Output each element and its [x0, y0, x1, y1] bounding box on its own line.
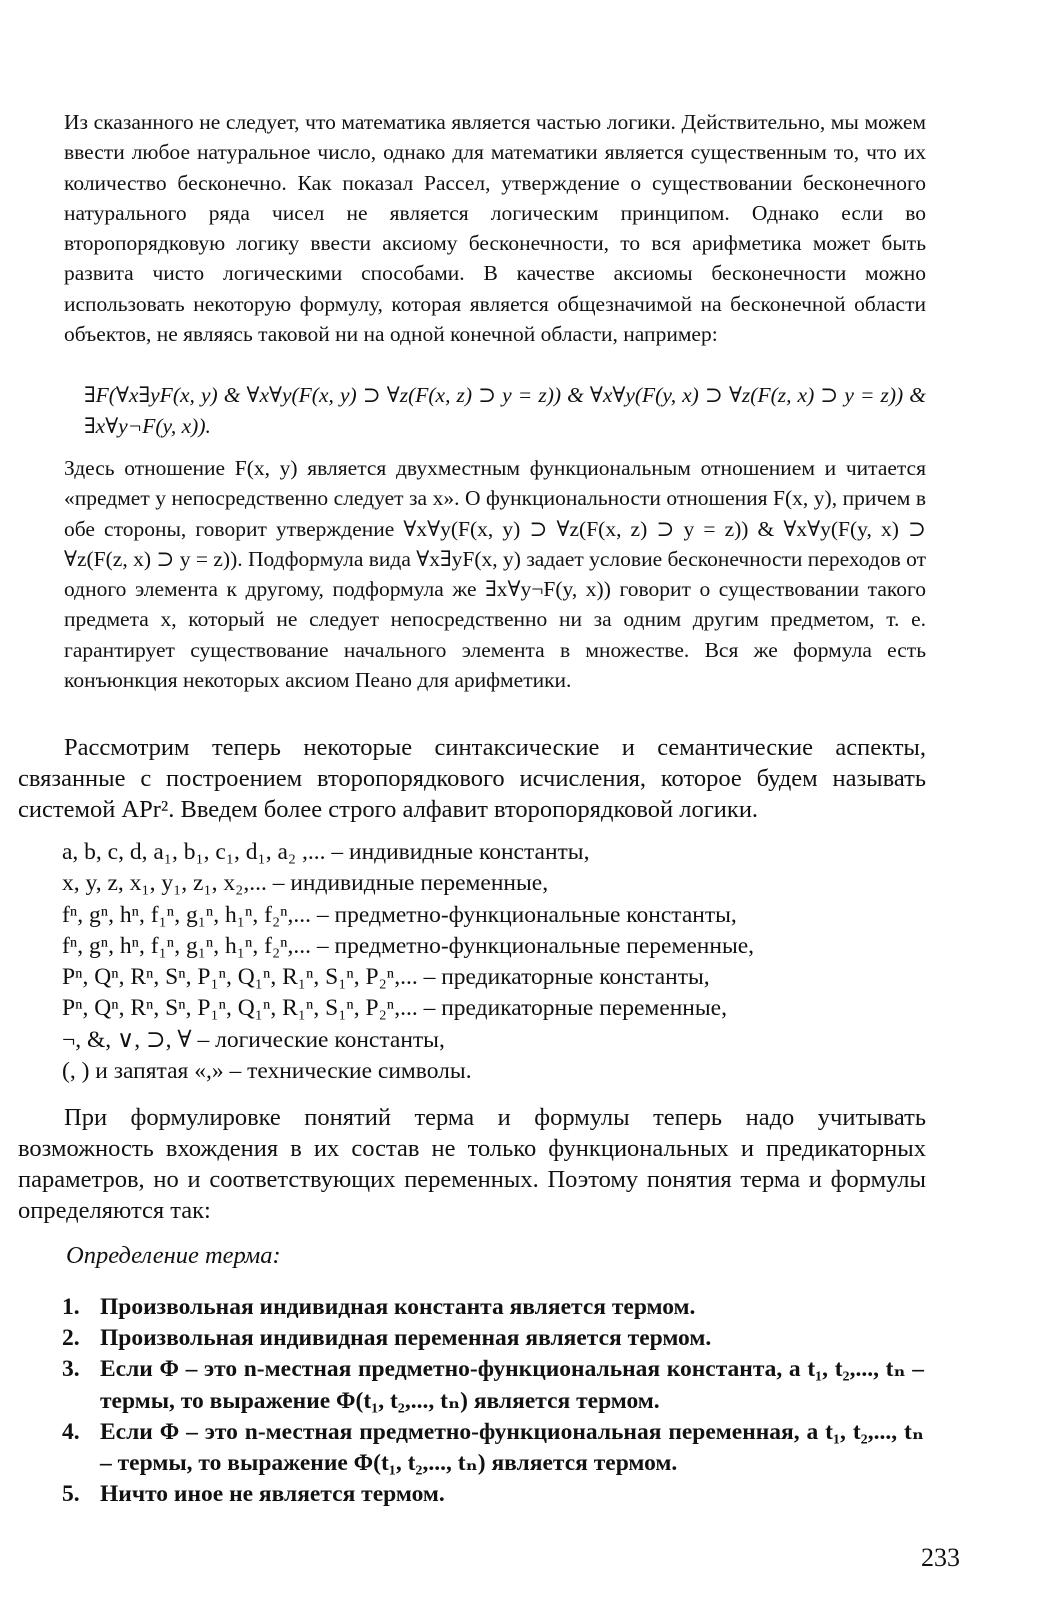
definition-title: Определение терма:	[66, 1242, 281, 1269]
definition-item-number: 4.	[62, 1418, 80, 1445]
definition-item	[62, 1292, 924, 1323]
definition-item-text: Если Φ – это n-местная предметно-функциональная переменная, а t₁, t₂,..., tₙ – термы, то выражение Φ(t₁, t₂,..., tₙ) является термом.	[100, 1418, 924, 1477]
definition-item-number: 1.	[62, 1294, 80, 1320]
alphabet-list	[62, 837, 962, 1087]
definition-item-text: Если Φ – это n-местная предметно-функциональная константа, а t₁, t₂,..., tₙ – термы, то выражение Φ(t₁, t₂,..., tₙ) является термом.	[100, 1356, 924, 1414]
paragraph-term-formula-notions: При формулировке понятий терма и формулы теперь надо учитывать возможность вхождения в их состав не только функциональных и предикаторных параметров, но и соответствующих переменных. Поэтому понятия терма и формулы определяются так:	[18, 1104, 926, 1224]
alphabet-line: Pⁿ, Qⁿ, Rⁿ, Sⁿ, P₁ⁿ, Q₁ⁿ, R₁ⁿ, S₁ⁿ, P₂ⁿ,... – предикаторные переменные,	[62, 995, 727, 1022]
definition-list	[62, 1292, 924, 1510]
alphabet-line: (, ) и запятая «,» – технические символы.	[62, 1058, 472, 1085]
formula-infinity-axiom: ∃F(∀x∃yF(x, y) & ∀x∀y(F(x, y) ⊃ ∀z(F(x, z) ⊃ y = z)) & ∀x∀y(F(y, x) ⊃ ∀z(F(z, x) ⊃ y = z)) & ∃x∀y¬F(y, x)).	[84, 383, 926, 438]
paragraph-apr2-system: Рассмотрим теперь некоторые синтаксические и семантические аспекты, связанные с построением второпорядкового исчисления, которое будем называть системой APr². Введем более строго алфавит второпорядковой логики.	[18, 734, 926, 823]
alphabet-line: Pⁿ, Qⁿ, Rⁿ, Sⁿ, P₁ⁿ, Q₁ⁿ, R₁ⁿ, S₁ⁿ, P₂ⁿ,... – предикаторные константы,	[62, 964, 710, 991]
definition-item	[62, 1417, 924, 1479]
definition-item	[62, 1479, 924, 1510]
definition-item	[62, 1354, 924, 1416]
alphabet-line: fⁿ, gⁿ, hⁿ, f₁ⁿ, g₁ⁿ, h₁ⁿ, f₂ⁿ,... – предметно-функциональные переменные,	[62, 932, 755, 959]
alphabet-line: x, y, z, x₁, y₁, z₁, x₂,... – индивидные переменные,	[62, 870, 549, 897]
paragraph-functional-relation: Здесь отношение F(x, y) является двухместным функциональным отношением и читается «предмет y непосредственно следует за x». О функциональности отношения F(x, y), причем в обе стороны, говорит утверждение ∀x∀y(F(x, y) ⊃ ∀z(F(x, z) ⊃ y = z)) & ∀x∀y(F(y, x) ⊃ ∀z(F(z, x) ⊃ y = z)). Подформула вида ∀x∃yF(x, y) задает условие бесконечности переходов от одного элемента к другому, подформула же ∃x∀y¬F(y, x)) говорит о существовании такого предмета x, который не следует непосредственно ни за одним другим предметом, т. е. гарантирует существование начального элемента в множестве. Вся же формула есть конъюнкция некоторых аксиом Пеано для арифметики.	[64, 456, 927, 693]
definition-item-text: Ничто иное не является термом.	[100, 1481, 445, 1508]
definition-item-number: 2.	[62, 1325, 80, 1352]
definition-item-text: Произвольная индивидная переменная является термом.	[100, 1325, 712, 1352]
paragraph-infinity-axiom-intro: Из сказанного не следует, что математика является частью логики. Действительно, мы можем ввести любое натуральное число, однако для математики является существенным то, что их количество бесконечно. Как показал Рассел, утверждение о существовании бесконечного натурального ряда чисел не является логическим принципом. Однако если во второпорядковую логику ввести аксиому бесконечности, то вся арифметика может быть развита чисто логическими способами. В качестве аксиомы бесконечности можно использовать некоторую формулу, которая является общезначимой на бесконечной области объектов, не являясь таковой ни на одной конечной области, например:	[64, 110, 926, 347]
alphabet-line: ¬, &, ∨, ⊃, ∀ – логические константы,	[62, 1026, 445, 1053]
page-number: 233	[921, 1543, 960, 1572]
definition-item-text: Произвольная индивидная константа является термом.	[100, 1294, 696, 1320]
definition-item	[62, 1323, 924, 1354]
alphabet-line: fⁿ, gⁿ, hⁿ, f₁ⁿ, g₁ⁿ, h₁ⁿ, f₂ⁿ,... – предметно-функциональные константы,	[62, 901, 737, 928]
definition-item-number: 3.	[62, 1356, 80, 1383]
alphabet-line: a, b, c, d, a₁, b₁, c₁, d₁, a₂ ,... – индивидные константы,	[62, 839, 590, 865]
definition-item-number: 5.	[62, 1481, 80, 1508]
